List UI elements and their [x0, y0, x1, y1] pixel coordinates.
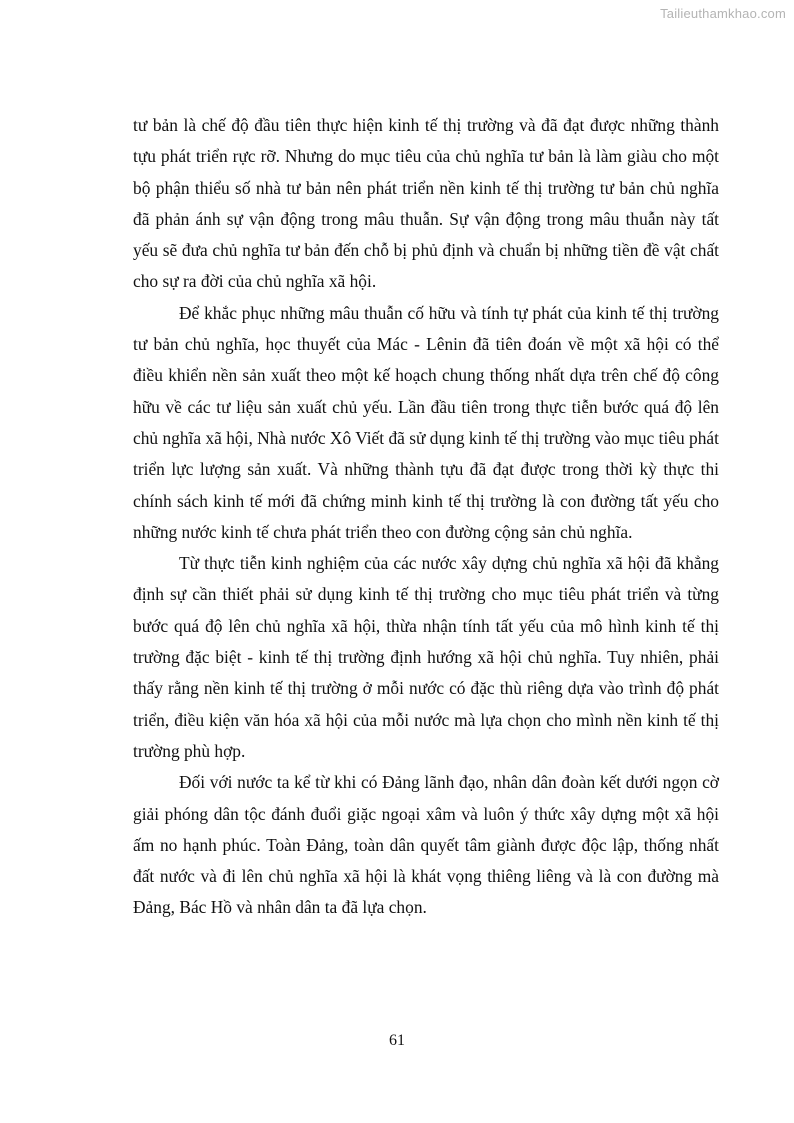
body-text	[133, 110, 719, 924]
watermark-text: Tailieuthamkhao.com	[660, 6, 786, 21]
paragraph: Từ thực tiễn kinh nghiệm của các nước xây dựng chủ nghĩa xã hội đã khẳng định sự cần thiết phải sử dụng kinh tế thị trường cho mục tiêu phát triển và từng bước quá độ lên chủ nghĩa xã hội, thừa nhận tính tất yếu của mô hình kinh tế thị trường đặc biệt - kinh tế thị trường định hướng xã hội chủ nghĩa. Tuy nhiên, phải thấy rằng nền kinh tế thị trường ở mỗi nước có đặc thù riêng dựa vào trình độ phát triển, điều kiện văn hóa xã hội của mỗi nước mà lựa chọn cho mình nền kinh tế thị trường phù hợp.	[133, 553, 719, 761]
paragraph-continuation: tư bản là chế độ đầu tiên thực hiện kinh tế thị trường và đã đạt được những thành tựu phát triển rực rỡ. Nhưng do mục tiêu của chủ nghĩa tư bản là làm giàu cho một bộ phận thiểu số nhà tư bản nên phát triển nền kinh tế thị trường tư bản chủ nghĩa đã phản ánh sự vận động trong mâu thuẫn. Sự vận động trong mâu thuẫn này tất yếu sẽ đưa chủ nghĩa tư bản đến chỗ bị phủ định và chuẩn bị những tiền đề vật chất cho sự ra đời của chủ nghĩa xã hội.	[133, 115, 719, 292]
paragraph: Đối với nước ta kể từ khi có Đảng lãnh đạo, nhân dân đoàn kết dưới ngọn cờ giải phóng dân tộc đánh đuổi giặc ngoại xâm và luôn ý thức xây dựng một xã hội ấm no hạnh phúc. Toàn Đảng, toàn dân quyết tâm giành được độc lập, thống nhất đất nước và đi lên chủ nghĩa xã hội là khát vọng thiêng liêng và là con đường mà Đảng, Bác Hồ và nhân dân ta đã lựa chọn.	[133, 772, 719, 918]
paragraph: Để khắc phục những mâu thuẫn cố hữu và tính tự phát của kinh tế thị trường tư bản chủ nghĩa, học thuyết của Mác - Lênin đã tiên đoán về một xã hội có thể điều khiển nền sản xuất theo một kế hoạch chung thống nhất dựa trên chế độ công hữu về các tư liệu sản xuất chủ yếu. Lần đầu tiên trong thực tiễn bước quá độ lên chủ nghĩa xã hội, Nhà nước Xô Viết đã sử dụng kinh tế thị trường vào mục tiêu phát triển lực lượng sản xuất. Và những thành tựu đã đạt được trong thời kỳ thực thi chính sách kinh tế mới đã chứng minh kinh tế thị trường là con đường tất yếu cho những nước kinh tế chưa phát triển theo con đường cộng sản chủ nghĩa.	[133, 302, 719, 542]
page-number: 61	[389, 1032, 405, 1049]
